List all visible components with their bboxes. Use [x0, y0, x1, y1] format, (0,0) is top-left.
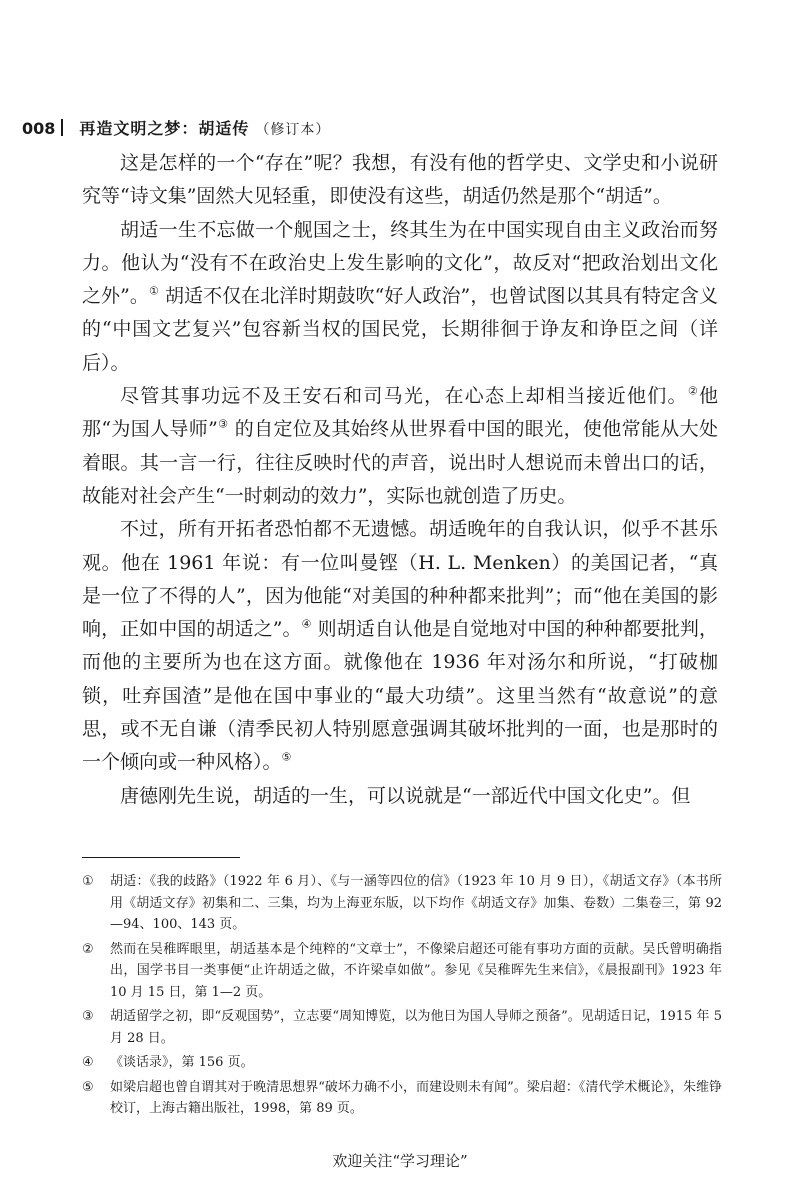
footnote-ref-3[interactable]: ③	[217, 418, 229, 432]
paragraph-1	[82, 147, 718, 214]
paragraph-text: 这是怎样的一个“存在”呢？我想，有没有他的哲学史、文学史和小说研究等“诗文集”固然大见轻重，即使没有这些，胡适仍然是那个“胡适”。	[82, 152, 718, 208]
footnote-mark: ④	[82, 1055, 94, 1070]
footnote-ref-2[interactable]: ②	[687, 384, 699, 398]
paragraph-text: 胡适不仅在北洋时期鼓吹“好人政治”，也曾试图以其具有特定含义的“中国文艺复兴”包容新当权的国民党，长期徘徊于诤友和诤臣之间（详后）。	[82, 285, 718, 374]
footnote-mark: ⑤	[82, 1079, 94, 1095]
paragraph-text: 的自定位及其始终从世界看中国的眼光，使他常能从大处着眼。其一言一行，往往反映时代的声音，说出时人想说而未曾出口的话，故能对社会产生“一时刺动的效力”，实际也就创造了历史。	[82, 418, 718, 507]
paragraph-text: 不过，所有开拓者恐怕都不无遗憾。胡适晚年的自我认识，似乎不甚乐观。他在 1961 年说：有一位叫曼铿（H. L. Menken）的美国记者，“真是一位了不得的人”，因为他能“对美国的种种都来批判”；而“他在美国的影响，正如中国的胡适之”。	[82, 518, 718, 641]
paragraph-5	[82, 780, 718, 813]
header-divider	[61, 119, 63, 136]
paragraph-text: 唐德刚先生说，胡适的一生，可以说就是“一部近代中国文化史”。但	[120, 784, 691, 807]
footnote-1	[82, 871, 722, 936]
page-number: 008	[22, 119, 56, 138]
footnote-mark: ②	[82, 941, 94, 957]
footnote-ref-1[interactable]: ①	[148, 284, 159, 298]
footnote-mark: ③	[82, 1009, 94, 1024]
paragraph-text: 则胡适自认他是自觉地对中国的种种都要批判，而他的主要所为也在这方面。就像他在 1936 年对汤尔和所说，“打破枷锁，吐弃国渣”是他在国中事业的“最大功绩”。这里当然有“故意说”的意思，或不无自谦（清季民初人特别愿意强调其破坏批判的一面，也是那时的一个倾向或一种风格）。	[82, 618, 718, 774]
paragraph-text: 胡适一生不忘做一个舰国之士，终其生为在中国实现自由主义政治而努力。他认为“没有不在政治史上发生影响的文化”，故反对“把政治划出文化之外”。	[82, 218, 718, 308]
footnote-text: 《谈话录》，第 156 页。	[110, 1055, 254, 1070]
paragraph-3	[82, 380, 718, 513]
body-text	[82, 147, 718, 813]
footnote-4	[82, 1052, 722, 1074]
footnote-mark: ①	[82, 874, 94, 889]
paragraph-text: 尽管其事功远不及王安石和司马光，在心态上却相当接近他们。	[120, 385, 688, 408]
footnote-text: 然而在吴稚晖眼里，胡适基本是个纯粹的“文章士”，不像梁启超还可能有事功方面的贡献。吴氏曾明确指出，国学书目一类事便“止许胡适之做，不许梁卓如做”。参见《吴稚晖先生来信》，《晨报副刊》1923 年 10 月 15 日，第 1—2 页。	[110, 941, 722, 1000]
paragraph-2	[82, 214, 718, 380]
footnote-divider	[82, 857, 240, 858]
footnote-ref-5[interactable]: ⑤	[281, 751, 292, 765]
paragraph-4	[82, 513, 718, 779]
footnote-5	[82, 1077, 722, 1120]
bottom-note: 欢迎关注“学习理论”	[332, 1152, 468, 1170]
footnotes	[82, 871, 722, 1123]
footnote-2	[82, 939, 722, 1004]
footnote-text: 胡适留学之初，即“反观国势”，立志要“周知博览，以为他日为国人导师之预备”。见胡适日记，1915 年 5 月 28 日。	[110, 1009, 722, 1046]
footnote-text: 胡适：《我的歧路》（1922 年 6 月）、《与一涵等四位的信》（1923 年 10 月 9 日），《胡适文存》（本书所用《胡适文存》初集和二、三集，均为上海亚东版，以下均作《胡适文存》加集、卷数）二集卷三，第 92—94、100、143 页。	[110, 874, 722, 932]
footnote-3	[82, 1006, 722, 1049]
book-edition: （修订本）	[255, 122, 331, 138]
footnote-ref-4[interactable]: ④	[301, 617, 312, 631]
running-header	[22, 116, 330, 139]
paragraph-text: 他那“为国人导师”	[82, 385, 718, 441]
book-title: 再造文明之梦：胡适传	[79, 119, 250, 138]
footnote-text: 如梁启超也曾自谓其对于晚清思想界“破坏力确不小，而建设则未有闻”。梁启超：《清代学术概论》，朱维铮校订，上海古籍出版社，1998，第 89 页。	[110, 1079, 722, 1116]
